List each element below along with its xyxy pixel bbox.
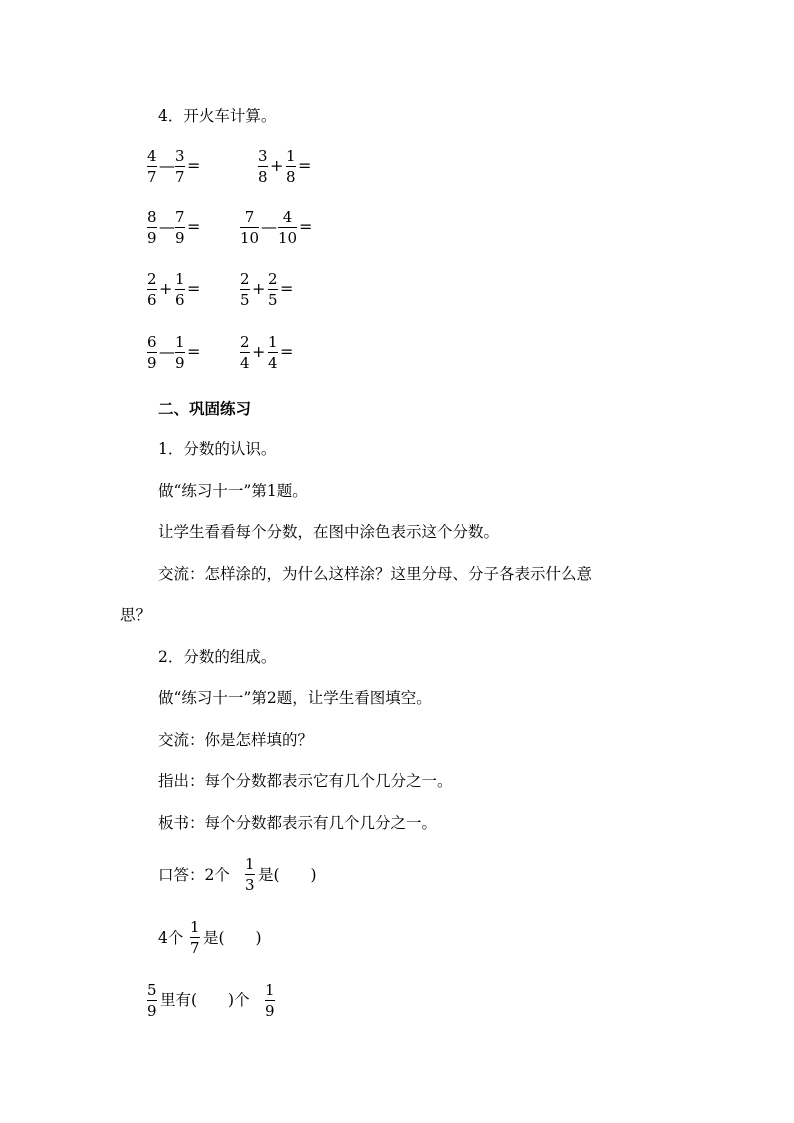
numerator: 5 xyxy=(147,981,157,999)
numerator: 2 xyxy=(268,270,278,288)
denominator: 7 xyxy=(190,939,200,957)
fraction xyxy=(245,857,255,893)
section-4-title: 4．开火车计算。 xyxy=(158,107,277,125)
denominator: 7 xyxy=(147,168,157,186)
numerator: 7 xyxy=(175,208,185,226)
question-text: 4个 xyxy=(158,929,184,947)
denominator: 9 xyxy=(147,354,157,372)
numerator: 2 xyxy=(147,270,157,288)
numerator: 6 xyxy=(147,333,157,351)
paragraph: 板书：每个分数都表示有几个几分之一。 xyxy=(158,814,438,832)
denominator: 6 xyxy=(175,291,185,309)
paragraph: 2．分数的组成。 xyxy=(158,648,277,666)
answer-blank: 是( ) xyxy=(203,929,262,947)
operator: — xyxy=(159,156,175,175)
numerator: 1 xyxy=(286,147,296,165)
operator: — xyxy=(159,342,175,361)
fraction xyxy=(147,210,157,246)
numerator: 4 xyxy=(147,147,157,165)
fraction xyxy=(240,210,259,246)
fraction xyxy=(286,149,296,185)
equals: = xyxy=(280,279,294,298)
equals: = xyxy=(187,279,201,298)
denominator: 10 xyxy=(278,229,298,247)
fraction xyxy=(147,149,157,185)
denominator: 3 xyxy=(245,876,255,894)
numerator: 2 xyxy=(240,333,250,351)
denominator: 9 xyxy=(175,354,185,372)
paragraph: 交流：怎样涂的，为什么这样涂？这里分母、分子各表示什么意 xyxy=(158,565,593,583)
numerator: 1 xyxy=(175,270,185,288)
fraction xyxy=(147,983,157,1019)
denominator: 4 xyxy=(268,354,278,372)
section-heading: 二、巩固练习 xyxy=(158,399,252,418)
fraction xyxy=(175,149,185,185)
equals: = xyxy=(187,217,201,236)
denominator: 9 xyxy=(147,1002,157,1020)
fraction xyxy=(147,272,157,308)
denominator: 5 xyxy=(240,291,250,309)
answer-blank: 是( ) xyxy=(258,866,317,884)
paragraph: 指出：每个分数都表示它有几个几分之一。 xyxy=(158,772,453,790)
denominator: 10 xyxy=(240,229,260,247)
fraction xyxy=(190,920,200,956)
equals: = xyxy=(187,156,201,175)
fraction xyxy=(175,210,185,246)
fraction xyxy=(268,335,278,371)
denominator: 8 xyxy=(286,168,296,186)
numerator: 1 xyxy=(268,333,278,351)
equals: = xyxy=(280,342,294,361)
operator: — xyxy=(261,217,277,236)
operator: + xyxy=(159,279,173,298)
equals: = xyxy=(299,217,313,236)
fraction xyxy=(175,335,185,371)
fraction xyxy=(268,272,278,308)
numerator: 4 xyxy=(282,208,293,226)
operator: + xyxy=(252,279,266,298)
paragraph: 做“练习十一”第1题。 xyxy=(158,482,308,500)
paragraph: 做“练习十一”第2题，让学生看图填空。 xyxy=(158,689,432,707)
numerator: 1 xyxy=(190,918,200,936)
denominator: 8 xyxy=(258,168,268,186)
numerator: 3 xyxy=(175,147,185,165)
fraction xyxy=(265,983,275,1019)
fraction xyxy=(147,335,157,371)
denominator: 5 xyxy=(268,291,278,309)
paragraph: 思？ xyxy=(120,606,152,624)
numerator: 8 xyxy=(147,208,157,226)
paragraph: 交流：你是怎样填的？ xyxy=(158,731,314,749)
fraction xyxy=(240,272,250,308)
denominator: 4 xyxy=(240,354,250,372)
numerator: 2 xyxy=(240,270,250,288)
numerator: 1 xyxy=(245,855,255,873)
fraction xyxy=(278,210,297,246)
numerator: 1 xyxy=(265,981,275,999)
operator: — xyxy=(159,217,175,236)
fraction xyxy=(258,149,268,185)
denominator: 7 xyxy=(175,168,185,186)
numerator: 1 xyxy=(175,333,185,351)
paragraph: 1．分数的认识。 xyxy=(158,440,277,458)
denominator: 9 xyxy=(175,229,185,247)
equals: = xyxy=(187,342,201,361)
question-text: 里有( )个 xyxy=(160,991,250,1009)
fraction xyxy=(175,272,185,308)
denominator: 9 xyxy=(265,1002,275,1020)
denominator: 6 xyxy=(147,291,157,309)
question-text: 口答：2个 xyxy=(158,866,230,884)
numerator: 7 xyxy=(244,208,255,226)
fraction xyxy=(240,335,250,371)
paragraph: 让学生看看每个分数，在图中涂色表示这个分数。 xyxy=(158,523,500,541)
denominator: 9 xyxy=(147,229,157,247)
operator: + xyxy=(270,156,284,175)
equals: = xyxy=(298,156,312,175)
operator: + xyxy=(252,342,266,361)
numerator: 3 xyxy=(258,147,268,165)
